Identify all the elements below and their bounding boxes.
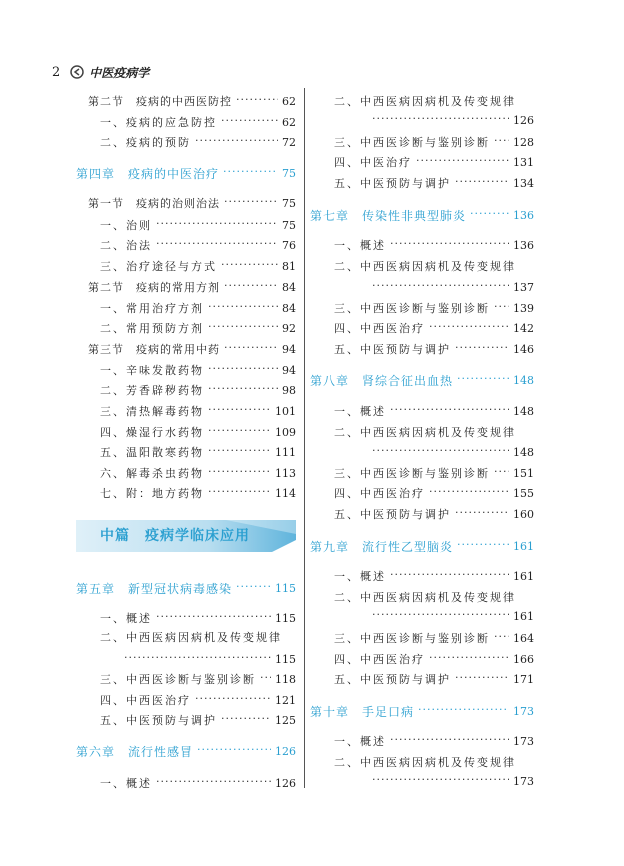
toc-entry <box>100 712 296 728</box>
toc-page-number: 137 <box>513 280 534 294</box>
toc-entry-title: 第三节 疫病的常用中药 <box>88 343 220 356</box>
toc-chapter-entry <box>310 538 534 554</box>
part-title: 中篇 疫病学临床应用 <box>100 528 250 544</box>
toc-entry-title: 五、中医预防与调护 <box>100 714 217 727</box>
dot-leader <box>429 321 509 335</box>
toc-page-number: 161 <box>513 609 534 623</box>
dot-leader <box>236 94 278 108</box>
toc-page-number: 113 <box>275 466 296 480</box>
toc-entry <box>334 154 534 170</box>
toc-entry <box>100 217 296 233</box>
toc-entry <box>334 134 534 150</box>
dot-leader <box>372 445 509 459</box>
toc-entry <box>334 671 534 687</box>
toc-entry-title: 一、概述 <box>100 612 152 625</box>
toc-entry <box>368 279 534 295</box>
dot-leader <box>156 611 271 625</box>
dot-leader <box>390 569 509 583</box>
dot-leader <box>195 135 278 149</box>
dot-leader <box>372 113 509 127</box>
dot-leader <box>208 445 271 459</box>
toc-entry-title: 二、中西医病因病机及传变规律 <box>100 631 282 644</box>
toc-entry <box>100 629 296 645</box>
toc-page-number: 84 <box>282 280 296 294</box>
toc-chapter-entry <box>310 207 534 223</box>
toc-page-number: 173 <box>513 734 534 748</box>
toc-entry-title: 七、附：地方药物 <box>100 487 204 500</box>
toc-entry-title: 第六章 流行性感冒 <box>76 744 194 759</box>
toc-page-number: 115 <box>275 581 296 595</box>
toc-entry-title: 第九章 流行性乙型脑炎 <box>310 539 454 554</box>
toc-chapter-entry <box>76 580 296 596</box>
toc-entry-title: 一、概述 <box>334 735 386 748</box>
dot-leader <box>455 672 509 686</box>
dot-leader <box>223 166 278 180</box>
toc-entry-title: 四、中西医治疗 <box>100 694 191 707</box>
toc-entry <box>100 692 296 708</box>
dot-leader <box>494 466 509 480</box>
dot-leader <box>494 135 509 149</box>
toc-page-number: 84 <box>282 301 296 315</box>
toc-page-number: 134 <box>513 176 534 190</box>
toc-page-number: 126 <box>275 776 296 790</box>
toc-entry <box>100 320 296 336</box>
toc-entry <box>334 465 534 481</box>
toc-page-number: 115 <box>275 611 296 625</box>
toc-entry-title: 五、中医预防与调护 <box>334 177 451 190</box>
toc-entry <box>334 424 534 440</box>
dot-leader <box>457 373 509 387</box>
toc-page-number: 161 <box>513 569 534 583</box>
toc-entry-title: 一、常用治疗方剂 <box>100 302 204 315</box>
dot-leader <box>418 704 509 718</box>
page-number: 2 <box>52 64 61 80</box>
toc-page-number: 126 <box>275 744 296 758</box>
toc-entry <box>334 175 534 191</box>
toc-page-number: 126 <box>513 113 534 127</box>
dot-leader <box>416 155 509 169</box>
toc-entry <box>334 630 534 646</box>
dot-leader <box>197 744 271 758</box>
toc-entry-title: 二、疫病的预防 <box>100 136 191 149</box>
toc-entry-title: 三、治疗途径与方式 <box>100 260 217 273</box>
toc-page-number: 139 <box>513 301 534 315</box>
toc-chapter-entry <box>310 703 534 719</box>
toc-entry-title: 第十章 手足口病 <box>310 704 415 719</box>
dot-leader <box>455 342 509 356</box>
toc-page-number: 136 <box>513 238 534 252</box>
dot-leader <box>156 218 278 232</box>
toc-entry <box>100 258 296 274</box>
toc-entry <box>100 610 296 626</box>
toc-entry <box>334 258 534 274</box>
toc-entry <box>100 134 296 150</box>
toc-entry-title: 二、治法 <box>100 239 152 252</box>
dot-leader <box>470 208 509 222</box>
book-title: 中医疫病学 <box>89 65 150 80</box>
toc-entry-title: 第二节 疫病的常用方剂 <box>88 281 220 294</box>
toc-entry-title: 四、燥湿行水药物 <box>100 426 204 439</box>
toc-entry-title: 第二节 疫病的中西医防控 <box>88 95 232 108</box>
toc-entry <box>368 444 534 460</box>
dot-leader <box>156 238 278 252</box>
toc-entry-title: 二、中西医病因病机及传变规律 <box>334 591 516 604</box>
toc-page-number: 173 <box>513 704 534 718</box>
toc-page-number: 155 <box>513 486 534 500</box>
toc-entry-title: 第七章 传染性非典型肺炎 <box>310 208 467 223</box>
toc-page-number: 94 <box>282 342 296 356</box>
dot-leader <box>457 539 509 553</box>
toc-entry-title: 五、中医预防与调护 <box>334 343 451 356</box>
toc-page-number: 151 <box>513 466 534 480</box>
toc-entry <box>100 485 296 501</box>
toc-entry-title: 一、治则 <box>100 219 152 232</box>
toc-entry <box>100 362 296 378</box>
toc-page-number: 101 <box>275 404 296 418</box>
toc-entry-title: 第五章 新型冠状病毒感染 <box>76 581 233 596</box>
toc-entry <box>334 341 534 357</box>
toc-entry-title: 四、中西医治疗 <box>334 487 425 500</box>
toc-section-entry <box>88 341 296 357</box>
toc-entry <box>368 608 534 624</box>
toc-entry <box>334 568 534 584</box>
toc-page-number: 128 <box>513 135 534 149</box>
toc-entry-title: 第四章 疫病的中医治疗 <box>76 166 220 181</box>
toc-page-number: 75 <box>282 166 296 180</box>
toc-entry-title: 三、中西医诊断与鉴别诊断 <box>334 136 490 149</box>
toc-page-number: 98 <box>282 383 296 397</box>
toc-entry <box>100 671 296 687</box>
toc-entry-title: 四、中医治疗 <box>334 156 412 169</box>
dot-leader <box>372 280 509 294</box>
toc-entry-title: 二、中西医病因病机及传变规律 <box>334 260 516 273</box>
toc-entry-title: 五、温阳散寒药物 <box>100 446 204 459</box>
toc-entry-title: 一、概述 <box>334 570 386 583</box>
toc-entry <box>334 506 534 522</box>
toc-entry-title: 一、疫病的应急防控 <box>100 116 217 129</box>
toc-entry-title: 二、中西医病因病机及传变规律 <box>334 426 516 439</box>
dot-leader <box>236 581 271 595</box>
toc-page-number: 121 <box>275 693 296 707</box>
toc-entry-title: 三、中西医诊断与鉴别诊断 <box>334 302 490 315</box>
dot-leader <box>224 196 278 210</box>
toc-entry <box>368 773 534 789</box>
dot-leader <box>224 342 278 356</box>
toc-entry-title: 一、概述 <box>100 777 152 790</box>
toc-entry-title: 六、解毒杀虫药物 <box>100 467 204 480</box>
toc-page-number: 111 <box>275 445 296 459</box>
toc-entry <box>100 403 296 419</box>
toc-entry <box>100 382 296 398</box>
dot-leader <box>494 631 509 645</box>
toc-page-number: 171 <box>513 672 534 686</box>
toc-chapter-entry <box>310 372 534 388</box>
toc-entry-title: 三、中西医诊断与鉴别诊断 <box>100 673 256 686</box>
toc-entry <box>334 93 534 109</box>
toc-page-number: 109 <box>275 425 296 439</box>
toc-entry-title: 三、清热解毒药物 <box>100 405 204 418</box>
toc-page-number: 148 <box>513 404 534 418</box>
toc-entry <box>334 733 534 749</box>
dot-leader <box>221 713 271 727</box>
dot-leader <box>390 404 509 418</box>
dot-leader <box>390 734 509 748</box>
dot-leader <box>208 383 278 397</box>
toc-page-number: 160 <box>513 507 534 521</box>
toc-page-number: 136 <box>513 208 534 222</box>
toc-entry <box>334 403 534 419</box>
toc-page-number: 125 <box>275 713 296 727</box>
dot-leader <box>390 238 509 252</box>
toc-entry <box>334 589 534 605</box>
toc-entry-title: 四、中西医治疗 <box>334 653 425 666</box>
dot-leader <box>224 280 278 294</box>
toc-page-number: 131 <box>513 155 534 169</box>
toc-page-number: 72 <box>282 135 296 149</box>
toc-page-number: 148 <box>513 445 534 459</box>
toc-entry <box>334 485 534 501</box>
dot-leader <box>372 609 509 623</box>
toc-entry <box>334 754 534 770</box>
toc-page-number: 161 <box>513 539 534 553</box>
toc-page-number: 115 <box>275 652 296 666</box>
toc-page-number: 173 <box>513 774 534 788</box>
dot-leader <box>494 301 509 315</box>
dot-leader <box>195 693 271 707</box>
dot-leader <box>221 115 278 129</box>
toc-entry <box>334 300 534 316</box>
toc-entry <box>368 112 534 128</box>
toc-page-number: 142 <box>513 321 534 335</box>
dot-leader <box>156 776 271 790</box>
toc-chapter-entry <box>76 165 296 181</box>
part-banner <box>76 516 296 552</box>
toc-page-number: 164 <box>513 631 534 645</box>
toc-entry <box>100 444 296 460</box>
dot-leader <box>124 652 271 666</box>
toc-page-number: 166 <box>513 652 534 666</box>
dot-leader <box>260 672 271 686</box>
dot-leader <box>208 363 278 377</box>
toc-section-entry <box>88 279 296 295</box>
dot-leader <box>429 652 509 666</box>
dot-leader <box>221 259 278 273</box>
toc-page-number: 62 <box>282 94 296 108</box>
toc-entry <box>100 775 296 791</box>
toc-section-entry <box>88 93 296 109</box>
dot-leader <box>455 176 509 190</box>
toc-entry <box>100 465 296 481</box>
toc-page-number: 94 <box>282 363 296 377</box>
toc-entry-title: 三、中西医诊断与鉴别诊断 <box>334 467 490 480</box>
dot-leader <box>208 404 271 418</box>
toc-page-number: 114 <box>275 486 296 500</box>
toc-entry <box>120 651 296 667</box>
toc-page-number: 118 <box>275 672 296 686</box>
toc-page-number: 62 <box>282 115 296 129</box>
toc-entry <box>334 651 534 667</box>
toc-entry-title: 一、概述 <box>334 239 386 252</box>
toc-entry-title: 四、中西医治疗 <box>334 322 425 335</box>
toc-entry-title: 二、常用预防方剂 <box>100 322 204 335</box>
toc-entry-title: 一、辛味发散药物 <box>100 364 204 377</box>
toc-page-number: 146 <box>513 342 534 356</box>
toc-page-number: 81 <box>282 259 296 273</box>
dot-leader <box>372 774 509 788</box>
toc-entry-title: 第一节 疫病的治则治法 <box>88 197 220 210</box>
toc-entry <box>100 114 296 130</box>
toc-chapter-entry <box>76 743 296 759</box>
toc-entry <box>100 424 296 440</box>
running-header <box>52 64 149 80</box>
dot-leader <box>455 507 509 521</box>
toc-entry-title: 第八章 肾综合征出血热 <box>310 373 454 388</box>
dot-leader <box>208 466 271 480</box>
toc-entry-title: 一、概述 <box>334 405 386 418</box>
toc-page-number: 148 <box>513 373 534 387</box>
toc-page-number: 75 <box>282 218 296 232</box>
toc-entry <box>334 320 534 336</box>
dot-leader <box>208 425 271 439</box>
dot-leader <box>208 486 271 500</box>
book-logo-icon <box>70 65 84 79</box>
toc-entry <box>334 237 534 253</box>
toc-section-entry <box>88 195 296 211</box>
toc-entry <box>100 300 296 316</box>
toc-entry-title: 五、中医预防与调护 <box>334 508 451 521</box>
dot-leader <box>429 486 509 500</box>
toc-entry <box>100 237 296 253</box>
toc-entry-title: 五、中医预防与调护 <box>334 673 451 686</box>
toc-entry-title: 二、中西医病因病机及传变规律 <box>334 95 516 108</box>
toc-entry-title: 二、中西医病因病机及传变规律 <box>334 756 516 769</box>
toc-page-number: 76 <box>282 238 296 252</box>
toc-entry-title: 三、中西医诊断与鉴别诊断 <box>334 632 490 645</box>
toc-page-number: 75 <box>282 196 296 210</box>
column-divider <box>304 88 305 788</box>
dot-leader <box>208 301 278 315</box>
toc-entry-title: 二、芳香辟秽药物 <box>100 384 204 397</box>
dot-leader <box>208 321 278 335</box>
toc-page-number: 92 <box>282 321 296 335</box>
